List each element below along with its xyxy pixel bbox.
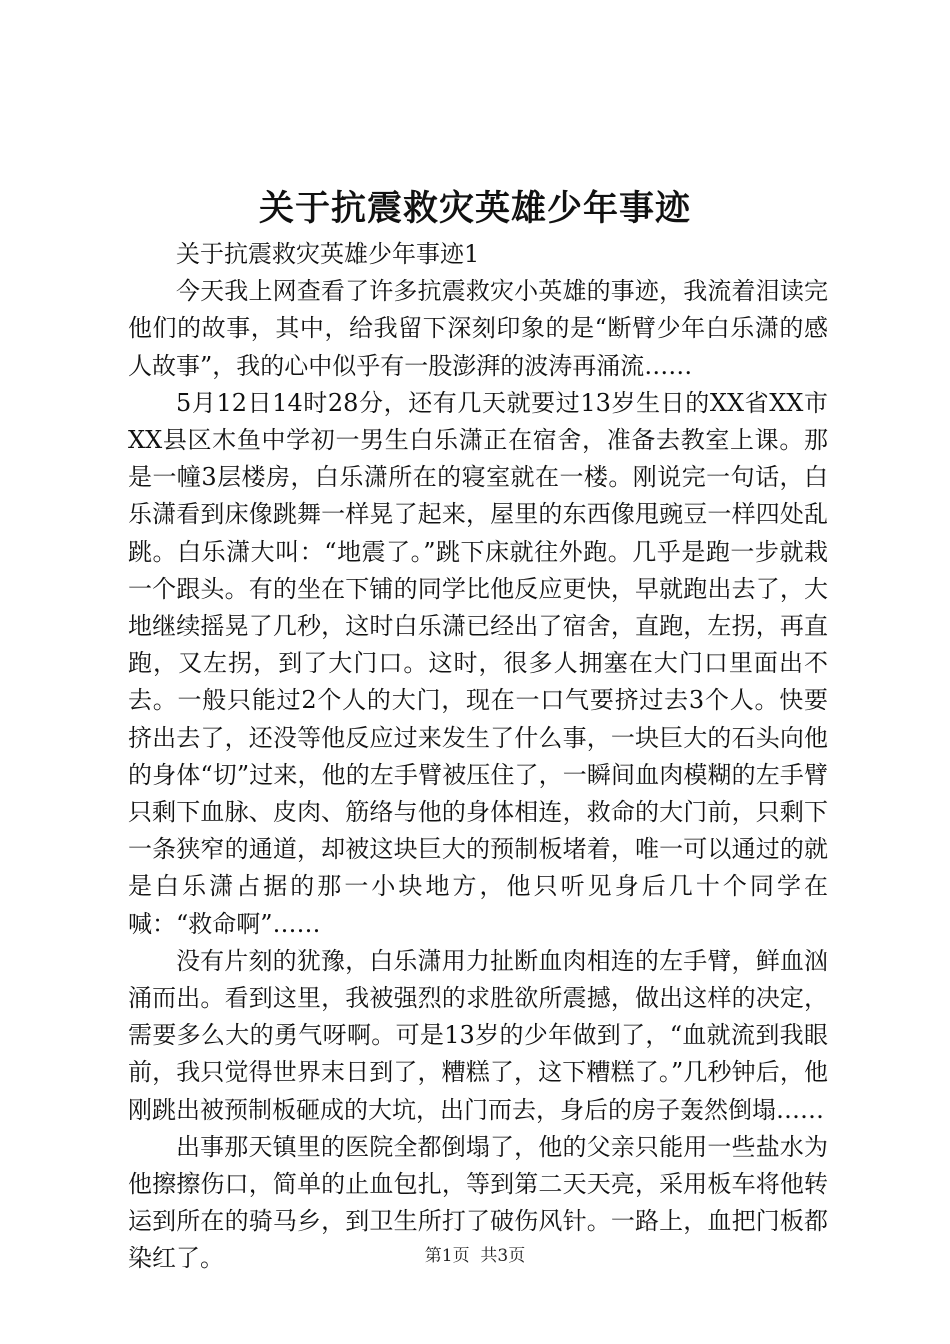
page-number: 第1页 bbox=[424, 1246, 470, 1266]
page-total: 共3页 bbox=[480, 1246, 526, 1266]
paragraph: 今天我上网查看了许多抗震救灾小英雄的事迹，我流着泪读完他们的故事，其中，给我留下深刻印象的是“断臂少年白乐潇的感人故事”，我的心中似乎有一股澎湃的波涛再涌流…… bbox=[128, 277, 828, 380]
paragraph: 5月12日14时28分，还有几天就要过13岁生日的XX省XX市XX县区木鱼中学初一男生白乐潇正在宿舍，准备去教室上课。那是一幢3层楼房，白乐潇所在的寝室就在一楼。刚说完一句话，白乐潇看到床像跳舞一样晃了起来，屋里的东西像甩豌豆一样四处乱跳。白乐潇大叫：“地震了。”跳下床就往外跑。几乎是跑一步就栽一个跟头。有的坐在下铺的同学比他反应更快，早就跑出去了，大地继续摇晃了几秒，这时白乐潇已经出了宿舍，直跑，左拐，再直跑，又左拐，到了大门口。这时，很多人拥塞在大门口里面出不去。一般只能过2个人的大门，现在一口气要挤过去3个人。快要挤出去了，还没等他反应过来发生了什么事，一块巨大的石头向他的身体“切”过来，他的左手臂被压住了，一瞬间血肉模糊的左手臂只剩下血脉、皮肉、筋络与他的身体相连，救命的大门前，只剩下一条狭窄的通道，却被这块巨大的预制板堵着，唯一可以通过的就是白乐潇占据的那一小块地方，他只听见身后几十个同学在喊：“救命啊”…… bbox=[128, 388, 828, 938]
document-title: 关于抗震救灾英雄少年事迹 bbox=[258, 188, 691, 229]
paragraph: 没有片刻的犹豫，白乐潇用力扯断血肉相连的左手臂，鲜血汹涌而出。看到这里，我被强烈的求胜欲所震撼，做出这样的决定，需要多么大的勇气呀啊。可是13岁的少年做到了，“血就流到我眼前，我只觉得世界末日到了，糟糕了，这下糟糕了。”几秒钟后，他刚跳出被预制板砸成的大坑，出门而去，身后的房子轰然倒塌…… bbox=[128, 946, 828, 1124]
paragraph: 出事那天镇里的医院全都倒塌了，他的父亲只能用一些盐水为他擦擦伤口，简单的止血包扎，等到第二天天亮，采用板车将他转运到所在的骑马乡，到卫生所打了破伤风针。一路上，血把门板都染红了。 bbox=[128, 1132, 828, 1273]
paragraph-subtitle: 关于抗震救灾英雄少年事迹1 bbox=[176, 240, 480, 268]
document-body bbox=[128, 236, 828, 1278]
page-footer bbox=[0, 1244, 950, 1268]
